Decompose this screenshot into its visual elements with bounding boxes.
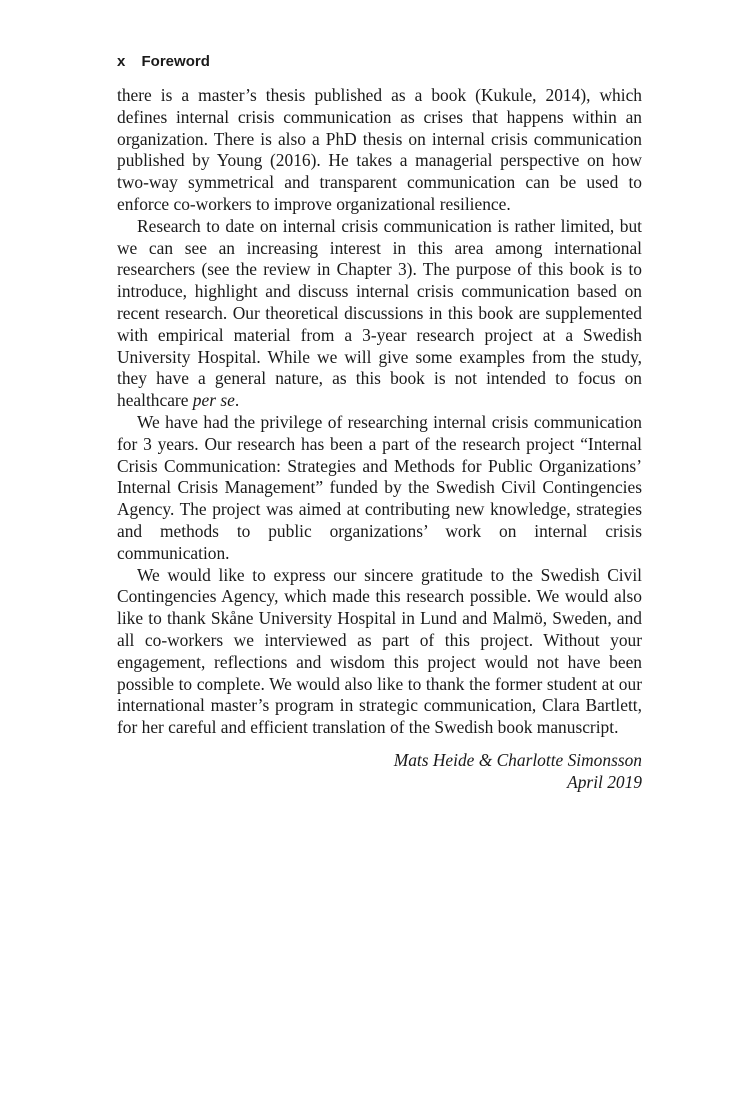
- signature-block: [117, 749, 642, 793]
- paragraph-2: [117, 216, 642, 412]
- signature-date: April 2019: [567, 771, 642, 792]
- paragraph-1: there is a master’s thesis published as a book (Kukule, 2014), which defines internal crisis communication as crises that happens within an organization. There is also a PhD thesis on internal crisis communication published by Young (2016). He takes a managerial perspective on how two-way symmetrical and transparent communication can be used to enforce co-workers to improve organizational resilience.: [117, 85, 642, 214]
- paragraph-2-end: .: [234, 390, 240, 411]
- paragraph-2-italic-phrase: per se: [192, 390, 235, 411]
- paragraph-3: We have had the privilege of researching internal crisis communication for 3 years. Our research has been a part of the research project “Internal Crisis Communication: Strategies and Methods for Public Organizations’ Internal Crisis Management” funded by the Swedish Civil Contingencies Agency. The project was aimed at contributing new knowledge, strategies and methods to public organizations’ work on internal crisis communication.: [117, 411, 642, 563]
- foreword-body: [117, 85, 642, 793]
- running-head: [117, 53, 210, 71]
- page-number: x: [117, 53, 126, 70]
- signature-authors: Mats Heide & Charlotte Simonsson: [393, 749, 642, 770]
- paragraph-4: We would like to express our sincere gratitude to the Swedish Civil Contingencies Agency, which made this research possible. We would also like to thank Skåne University Hospital in Lund and Malmö, Sweden, and all co-workers we interviewed as part of this project. Without your engagement, reflections and wisdom this project would not have been possible to complete. We would also like to thank the former student at our international master’s program in strategic communication, Clara Bartlett, for her careful and efficient translation of the Swedish book manuscript.: [117, 564, 642, 738]
- section-title: Foreword: [141, 53, 210, 70]
- paragraph-2-text: Research to date on internal crisis communication is rather limited, but we can see an increasing interest in this area among international researchers (see the review in Chapter 3). The purpose of this book is to introduce, highlight and discuss internal crisis communication based on recent research. Our theoretical discussions in this book are supplemented with empirical material from a 3-year research project at a Swedish University Hospital. While we will give some examples from the study, they have a general nature, as this book is not intended to focus on healthcare: [117, 215, 642, 411]
